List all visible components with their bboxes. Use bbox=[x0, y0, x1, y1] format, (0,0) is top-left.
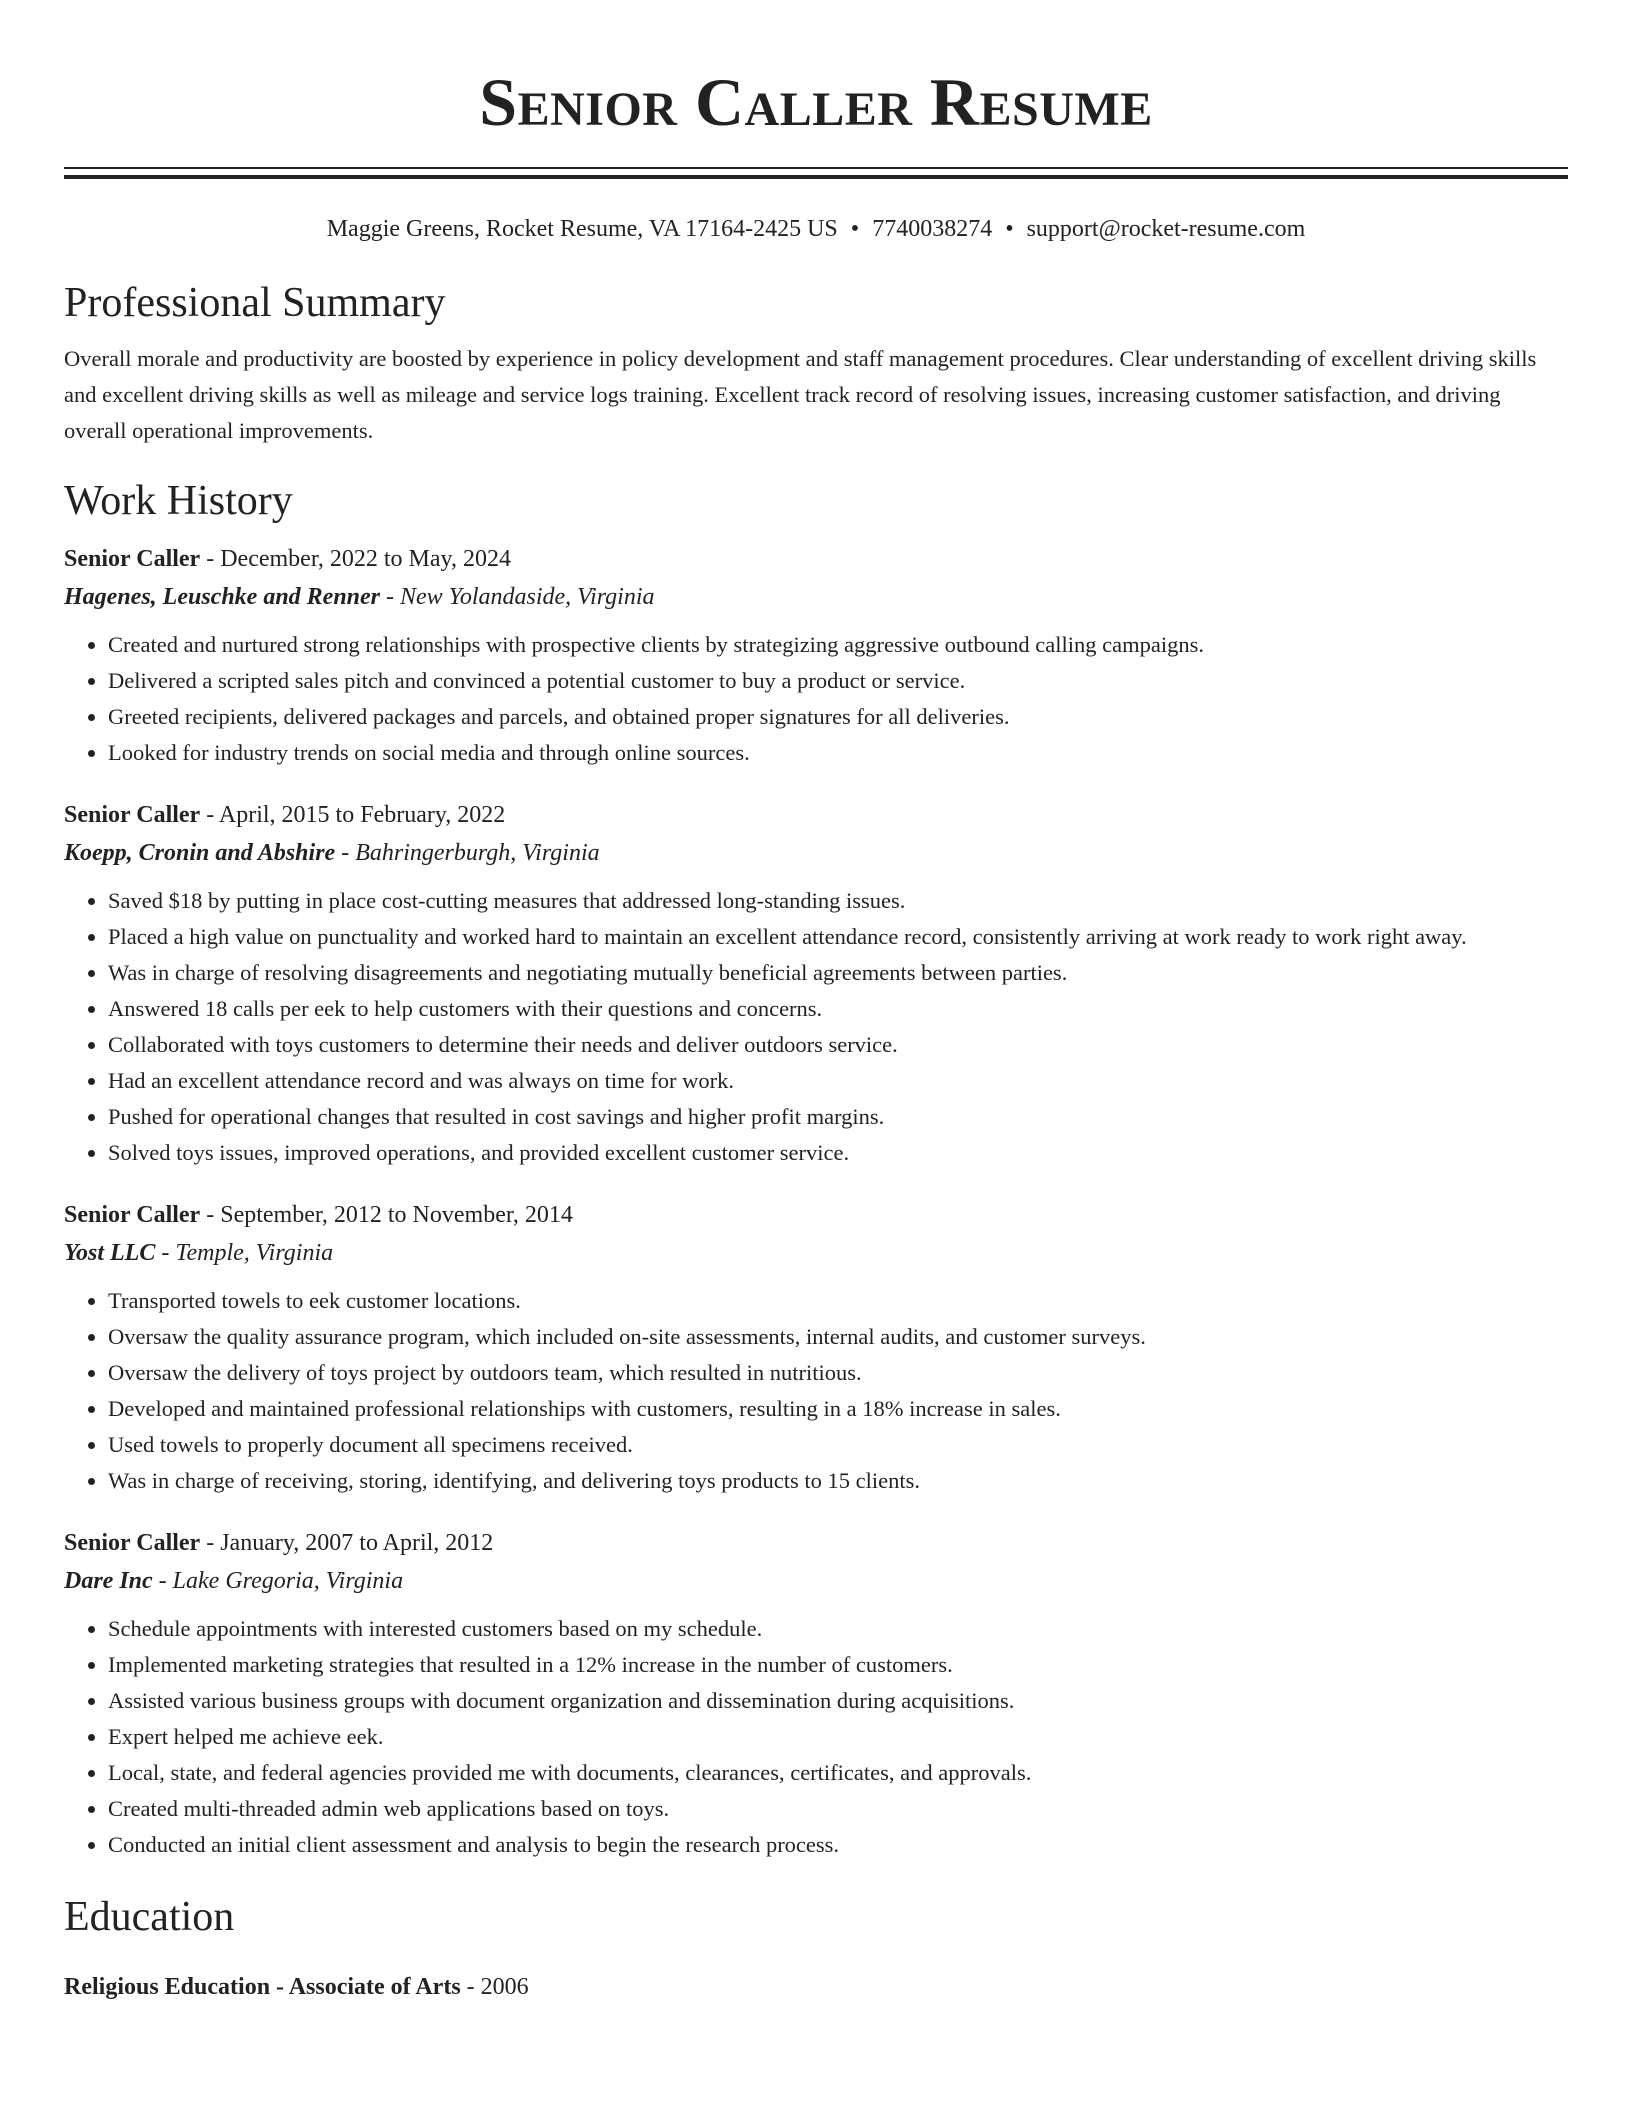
job-location: Lake Gregoria, Virginia bbox=[172, 1568, 404, 1594]
education-section bbox=[64, 1891, 1568, 2005]
job-title: Senior Caller bbox=[64, 546, 201, 572]
job-bullet: • Created multi-threaded admin web applications based on toys. bbox=[108, 1791, 1568, 1827]
job-bullet: • Schedule appointments with interested customers based on my schedule. bbox=[108, 1611, 1568, 1647]
job-dash: - bbox=[200, 1530, 221, 1556]
job-dates: January, 2007 to April, 2012 bbox=[220, 1530, 494, 1556]
job-bullet: • Answered 18 calls per eek to help customers with their questions and concerns. bbox=[108, 991, 1568, 1027]
job-entry bbox=[64, 1525, 1568, 1863]
job-bullet: • Used towels to properly document all specimens received. bbox=[108, 1427, 1568, 1463]
job-bullet: • Conducted an initial client assessment and analysis to begin the research process. bbox=[108, 1827, 1568, 1863]
job-company-line bbox=[64, 1561, 1568, 1601]
job-bullets bbox=[64, 1283, 1568, 1499]
job-bullet: • Expert helped me achieve eek. bbox=[108, 1719, 1568, 1755]
job-bullet: • Was in charge of resolving disagreements and negotiating mutually beneficial agreements between parties. bbox=[108, 955, 1568, 991]
resume-page bbox=[64, 0, 1568, 2005]
job-entry bbox=[64, 797, 1568, 1171]
title-rule-thin bbox=[64, 167, 1568, 169]
job-company-line bbox=[64, 833, 1568, 873]
job-company-line bbox=[64, 1233, 1568, 1273]
job-bullet: • Solved toys issues, improved operations, and provided excellent customer service. bbox=[108, 1135, 1568, 1171]
job-company: Koepp, Cronin and Abshire bbox=[64, 840, 336, 866]
education-degree: Religious Education - Associate of Arts bbox=[64, 1974, 461, 2000]
education-entry bbox=[64, 1969, 1568, 2005]
job-bullets bbox=[64, 627, 1568, 771]
job-entry bbox=[64, 1197, 1568, 1499]
job-bullets bbox=[64, 1611, 1568, 1863]
job-dash: - bbox=[152, 1568, 173, 1594]
job-dash: - bbox=[335, 840, 356, 866]
job-dash: - bbox=[200, 1202, 221, 1228]
job-title-line bbox=[64, 541, 1568, 577]
job-bullet: • Developed and maintained professional relationships with customers, resulting in a 18% increase in sales. bbox=[108, 1391, 1568, 1427]
job-company: Dare Inc bbox=[64, 1568, 153, 1594]
job-company-line bbox=[64, 577, 1568, 617]
resume-title: Senior Caller Resume bbox=[479, 64, 1153, 140]
job-dates: September, 2012 to November, 2014 bbox=[220, 1202, 573, 1228]
education-heading: Education bbox=[64, 1894, 235, 1940]
job-bullet: • Collaborated with toys customers to determine their needs and deliver outdoors service. bbox=[108, 1027, 1568, 1063]
job-dash: - bbox=[200, 546, 221, 572]
job-title-line bbox=[64, 1197, 1568, 1233]
contact-separator: • bbox=[1005, 216, 1014, 242]
job-dash: - bbox=[200, 802, 219, 828]
job-dates: December, 2022 to May, 2024 bbox=[220, 546, 511, 572]
job-bullet: • Assisted various business groups with document organization and dissemination during acquisitions. bbox=[108, 1683, 1568, 1719]
job-title-line bbox=[64, 797, 1568, 833]
job-bullet: • Oversaw the delivery of toys project by outdoors team, which resulted in nutritious. bbox=[108, 1355, 1568, 1391]
job-title: Senior Caller bbox=[64, 802, 201, 828]
job-bullet: • Implemented marketing strategies that resulted in a 12% increase in the number of customers. bbox=[108, 1647, 1568, 1683]
summary-text: Overall morale and productivity are boosted by experience in policy development and staff management procedures. Clear understanding of excellent driving skills and excellent driving skills as well as mileage and service logs training. Excellent track record of resolving issues, increasing customer satisfaction, and driving overall operational improvements. bbox=[64, 346, 1537, 443]
job-location: New Yolandaside, Virginia bbox=[400, 584, 655, 610]
education-dash: - bbox=[460, 1974, 481, 2000]
contact-line bbox=[64, 213, 1568, 245]
job-bullet: • Had an excellent attendance record and was always on time for work. bbox=[108, 1063, 1568, 1099]
job-bullet: • Pushed for operational changes that resulted in cost savings and higher profit margins. bbox=[108, 1099, 1568, 1135]
job-bullet: • Looked for industry trends on social media and through online sources. bbox=[108, 735, 1568, 771]
job-bullet: • Transported towels to eek customer locations. bbox=[108, 1283, 1568, 1319]
job-bullet: • Created and nurtured strong relationships with prospective clients by strategizing aggressive outbound calling campaigns. bbox=[108, 627, 1568, 663]
job-title: Senior Caller bbox=[64, 1530, 201, 1556]
job-bullet: • Placed a high value on punctuality and worked hard to maintain an excellent attendance record, consistently arriving at work ready to work right away. bbox=[108, 919, 1568, 955]
education-year: 2006 bbox=[480, 1974, 529, 2000]
job-title: Senior Caller bbox=[64, 1202, 201, 1228]
contact-address: Maggie Greens, Rocket Resume, VA 17164-2425 US bbox=[326, 216, 838, 242]
contact-separator: • bbox=[850, 216, 860, 242]
job-location: Bahringerburgh, Virginia bbox=[355, 840, 600, 866]
job-bullet: • Was in charge of receiving, storing, identifying, and delivering toys products to 15 clients. bbox=[108, 1463, 1568, 1499]
job-location: Temple, Virginia bbox=[175, 1240, 334, 1266]
title-rule-thick bbox=[64, 175, 1568, 179]
contact-phone: 7740038274 bbox=[872, 216, 993, 242]
job-bullet: • Delivered a scripted sales pitch and convinced a potential customer to buy a product or service. bbox=[108, 663, 1568, 699]
job-bullet: • Saved $18 by putting in place cost-cutting measures that addressed long-standing issues. bbox=[108, 883, 1568, 919]
work-history-heading: Work History bbox=[64, 478, 293, 524]
job-company: Yost LLC bbox=[64, 1240, 156, 1266]
job-bullet: • Greeted recipients, delivered packages and parcels, and obtained proper signatures for all deliveries. bbox=[108, 699, 1568, 735]
job-title-line bbox=[64, 1525, 1568, 1561]
job-dash: - bbox=[380, 584, 401, 610]
job-bullets bbox=[64, 883, 1568, 1171]
summary-section bbox=[64, 277, 1568, 449]
education-list bbox=[64, 1969, 1568, 2005]
job-entry bbox=[64, 541, 1568, 771]
job-bullet: • Local, state, and federal agencies provided me with documents, clearances, certificates, and approvals. bbox=[108, 1755, 1568, 1791]
summary-heading: Professional Summary bbox=[64, 280, 446, 326]
job-dates: April, 2015 to February, 2022 bbox=[218, 802, 506, 828]
job-company: Hagenes, Leuschke and Renner bbox=[64, 584, 381, 610]
job-bullet: • Oversaw the quality assurance program, which included on-site assessments, internal audits, and customer surveys. bbox=[108, 1319, 1568, 1355]
job-dash: - bbox=[155, 1240, 176, 1266]
job-list bbox=[64, 541, 1568, 1863]
contact-email: support@rocket-resume.com bbox=[1026, 216, 1306, 242]
work-history-section bbox=[64, 475, 1568, 1863]
